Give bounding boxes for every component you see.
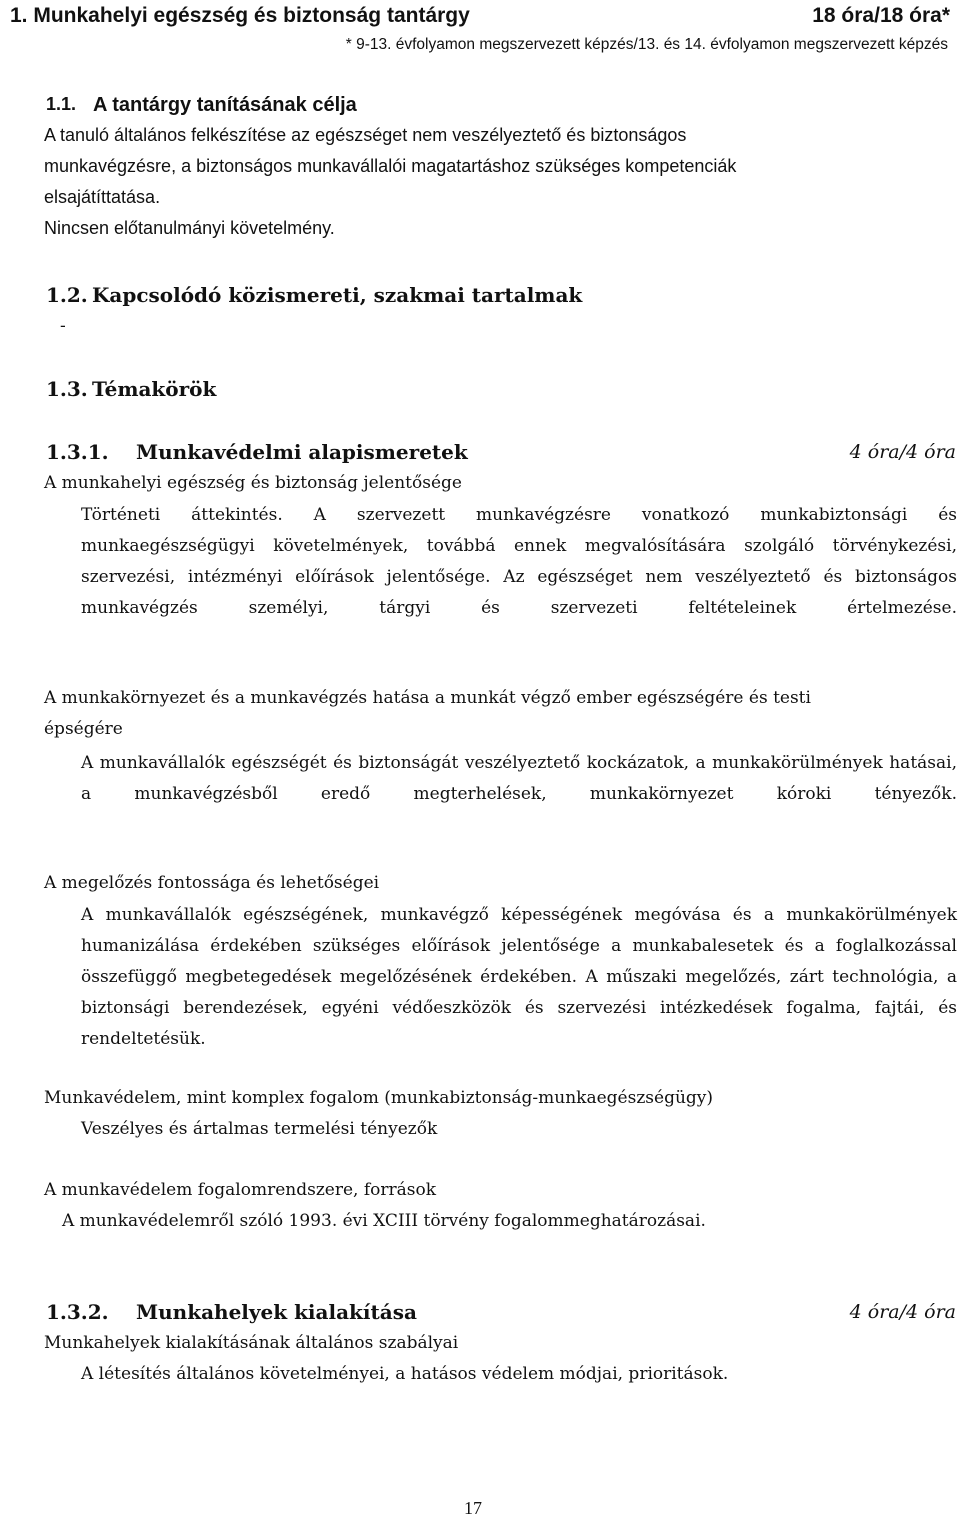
topic-heading: A munkahelyi egészség és biztonság jelentősége <box>44 473 462 493</box>
section-number-1-3: 1.3. <box>46 377 88 401</box>
topic-heading: A megelőzés fontossága és lehetőségei <box>44 873 380 893</box>
section-text-line: munkavégzésre, a biztonságos munkavállalói magatartáshoz szükséges kompetenciák <box>44 156 737 176</box>
section-text-line: A tanuló általános felkészítése az egészséget nem veszélyeztető és biztonságos <box>44 125 687 145</box>
topic-hours-1-3-2: 4 óra/4 óra <box>849 1301 956 1323</box>
section-title-1-1: A tantárgy tanításának célja <box>93 94 357 116</box>
topic-heading: A munkakörnyezet és a munkavégzés hatása a munkát végző ember egészségére és testi <box>44 688 811 708</box>
topic-number-1-3-2: 1.3.2. <box>46 1300 109 1324</box>
topic-title-1-3-1: Munkavédelmi alapismeretek <box>136 440 468 464</box>
section-number-1-2: 1.2. <box>46 283 88 307</box>
section-number-1-1: 1.1. <box>46 94 77 114</box>
topic-heading: Munkahelyek kialakításának általános szabályai <box>44 1333 459 1353</box>
topic-number-1-3-1: 1.3.1. <box>46 440 109 464</box>
topic-paragraph: Történeti áttekintés. A szervezett munkavégzésre vonatkozó munkabiztonsági és munkaegészségügyi követelmények, továbbá ennek megvalósítására szolgáló törvénykezési, szervezési, intézményi előírások jelentősége. Az egészséget nem veszélyeztető és biztonságos munkavégzés személyi, tárgyi és szervezeti feltételeinek értelmezése. <box>81 505 957 618</box>
topic-heading: A munkavédelem fogalomrendszere, források <box>44 1180 437 1200</box>
topic-paragraph: A munkavállalók egészségének, munkavégző képességének megóvása és a munkakörülmények humanizálása érdekében szükséges előírások jelentősége a munkabalesetek és a foglalkozással összefüggő megbetegedések megelőzésének érdekében. A műszaki megelőzés, zárt technológia, a biztonsági berendezések, egyéni védőeszközök és szervezési intézkedések fogalma, fajtái, és rendeltetésük. <box>81 905 957 1049</box>
topic-subheading: Veszélyes és ártalmas termelési tényezők <box>81 1119 438 1139</box>
subject-hours: 18 óra/18 óra* <box>812 4 950 27</box>
subject-note: * 9-13. évfolyamon megszervezett képzés/13. és 14. évfolyamon megszervezett képzés <box>345 36 948 53</box>
topic-title-1-3-2: Munkahelyek kialakítása <box>136 1300 417 1324</box>
section-title-1-2: Kapcsolódó közismereti, szakmai tartalmak <box>92 283 583 307</box>
topic-paragraph: A munkavállalók egészségét és biztonságát veszélyeztető kockázatok, a munkakörülmények hatásai, a munkavégzésből eredő megterhelések, munkakörnyezet kóroki tényezők. <box>81 753 957 804</box>
topic-heading: Munkavédelem, mint komplex fogalom (munkabiztonság-munkaegészségügy) <box>44 1088 714 1108</box>
page-number: 17 <box>464 1498 482 1518</box>
section-text-line: Nincsen előtanulmányi követelmény. <box>44 218 335 238</box>
topic-heading-continued: épségére <box>44 719 123 739</box>
topic-subheading: A létesítés általános követelményei, a hatásos védelem módjai, prioritások. <box>81 1364 729 1384</box>
topic-hours-1-3-1: 4 óra/4 óra <box>849 441 956 463</box>
subject-title: 1. Munkahelyi egészség és biztonság tantárgy <box>10 4 470 27</box>
section-text-line: elsajátíttatása. <box>44 187 161 207</box>
topic-subheading: A munkavédelemről szóló 1993. évi XCIII törvény fogalommeghatározásai. <box>62 1211 706 1231</box>
section-title-1-3: Témakörök <box>92 377 217 401</box>
empty-content-dash: - <box>60 316 66 336</box>
